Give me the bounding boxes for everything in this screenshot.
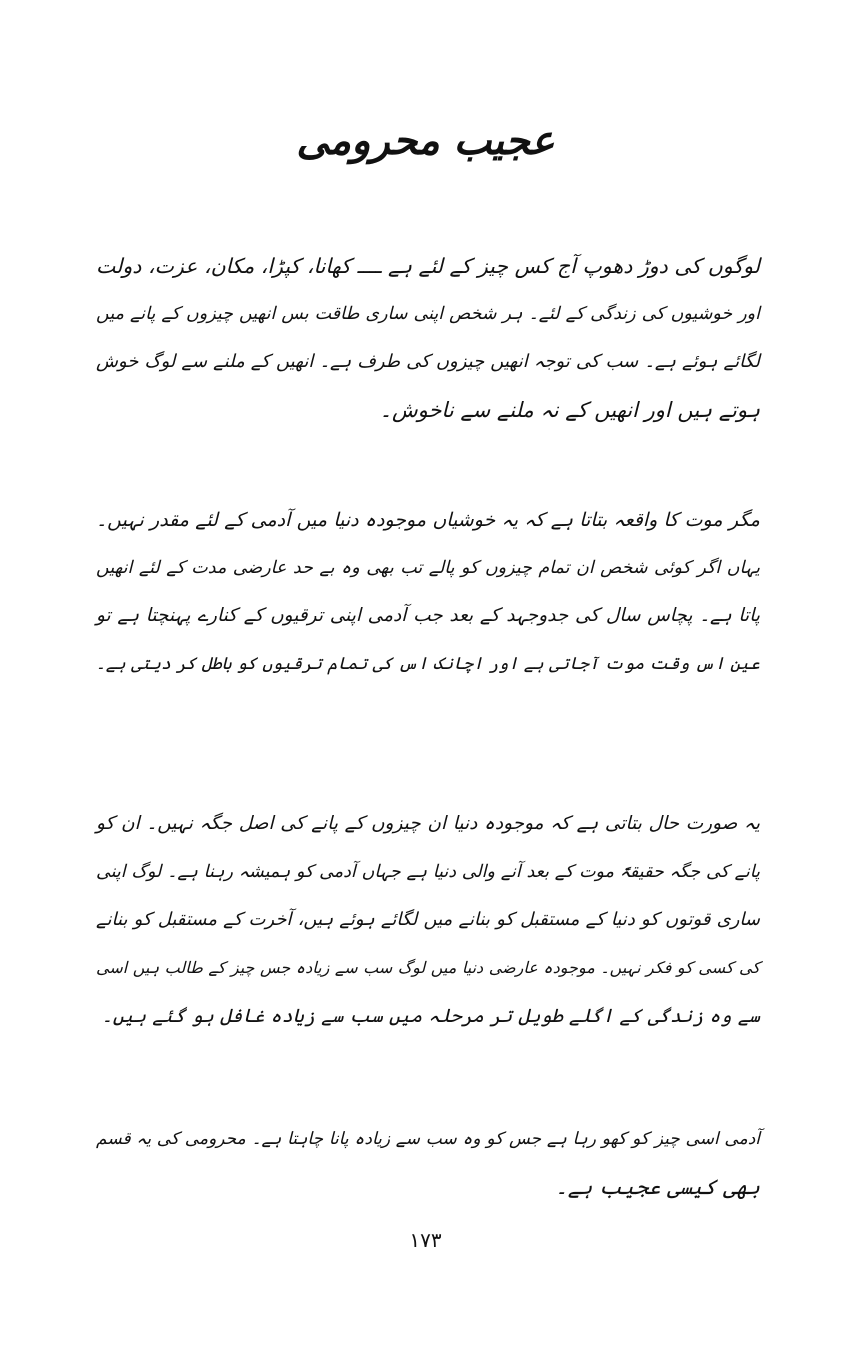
paragraph-line: بھی کیسی عجیب ہے۔ bbox=[555, 1175, 760, 1199]
paragraph-4 bbox=[96, 1115, 760, 1211]
paragraph-3 bbox=[96, 800, 760, 1040]
paragraph-line: مگر موت کا واقعہ بتاتا ہے کہ یہ خوشیاں موجودہ دنیا میں آدمی کے لئے مقدر نہیں۔ bbox=[96, 509, 760, 531]
paragraph-line: اور خوشیوں کی زندگی کے لئے۔ ہر شخص اپنی ساری طاقت بس انھیں چیزوں کے پانے میں bbox=[96, 304, 760, 324]
paragraph-line: ساری قوتوں کو دنیا کے مستقبل کو بنانے میں لگائے ہوئے ہیں، آخرت کے مستقبل کو بنانے bbox=[96, 909, 760, 930]
paragraph-line: پاتا ہے۔ پچاس سال کی جدوجہد کے بعد جب آدمی اپنی ترقیوں کے کنارے پہنچتا ہے تو bbox=[96, 605, 760, 626]
page-title: عجیب محرومی bbox=[296, 118, 555, 164]
paragraph-line: آدمی اسی چیز کو کھو رہا ہے جس کو وہ سب سے زیادہ پانا چاہتا ہے۔ محرومی کی یہ قسم bbox=[96, 1129, 760, 1149]
page-number: ۱۷۳ bbox=[409, 1228, 442, 1252]
paragraph-line: کی کسی کو فکر نہیں۔ موجودہ عارضی دنیا میں لوگ سب سے زیادہ جس چیز کے طالب ہیں اسی bbox=[96, 958, 761, 977]
paragraph-line: لوگوں کی دوڑ دھوپ آج کس چیز کے لئے ہے ــــ کھانا، کپڑا، مکان، عزت، دولت bbox=[96, 254, 760, 278]
paragraph-line: سے وہ زندگی کے اگلے طویل تر مرحلہ میں سب سے زیادہ غافل ہو گئے ہیں۔ bbox=[101, 1005, 760, 1027]
paragraph-line: لگائے ہوئے ہے۔ سب کی توجہ انھیں چیزوں کی طرف ہے۔ انھیں کے ملنے سے لوگ خوش bbox=[96, 351, 760, 372]
paragraph-line: یہاں اگر کوئی شخص ان تمام چیزوں کو پالے تب بھی وہ بے حد عارضی مدت کے لئے انھیں bbox=[96, 558, 760, 578]
paragraph-line: یہ صورت حال بتاتی ہے کہ موجودہ دنیا ان چیزوں کے پانے کی اصل جگہ نہیں۔ ان کو bbox=[96, 813, 760, 834]
paragraph-line: عین اس وقت موت آجاتی ہے اور اچانک اس کی تمام ترقیوں کو باطل کر دیتی ہے۔ bbox=[95, 654, 760, 674]
paragraph-line: پانے کی جگہ حقیقۃً موت کے بعد آنے والی دنیا ہے جہاں آدمی کو ہمیشہ رہنا ہے۔ لوگ اپنی bbox=[96, 862, 760, 882]
paragraph-1 bbox=[96, 242, 760, 434]
paragraph-line: ہوتے ہیں اور انھیں کے نہ ملنے سے ناخوش۔ bbox=[379, 398, 760, 422]
paragraph-2 bbox=[96, 496, 760, 688]
